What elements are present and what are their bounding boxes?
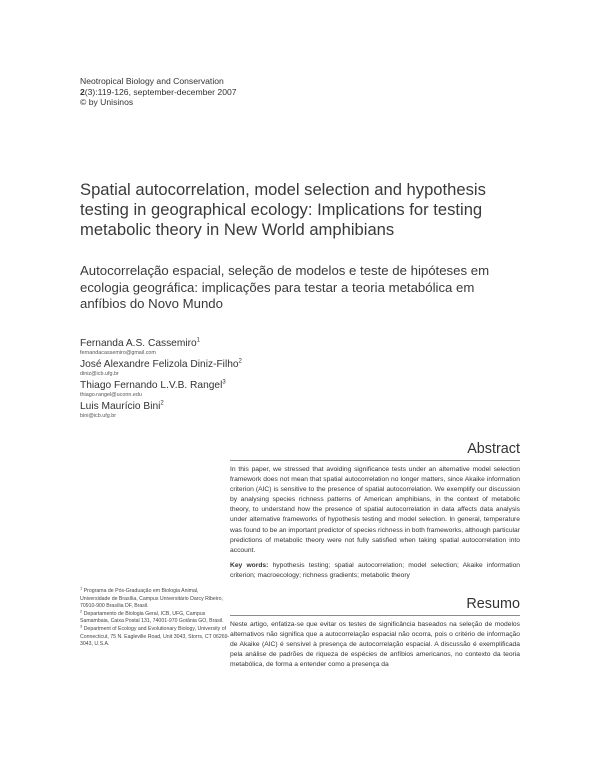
journal-citation: [80, 87, 237, 98]
author-email[interactable]: diniz@icb.ufg.br: [80, 371, 119, 377]
affiliations: [80, 585, 230, 649]
keywords-label: Key words:: [230, 562, 269, 569]
journal-volume: 2: [80, 86, 85, 97]
journal-header: [80, 76, 237, 108]
author-name: Luis Maurício Bini$^2$: [80, 400, 164, 412]
abstract-divider: [230, 460, 520, 461]
affiliation-item: $^1$ Programa de Pós-Graduação em Biologia Animal, Universidade de Brasília, Campus Universitário Darcy Ribeiro, 70910-900 Brasília DF, Brasil.: [80, 585, 223, 610]
author-email[interactable]: thiago.rangel@uconn.edu: [80, 392, 142, 398]
affiliation-item: $^3$ Department of Ecology and Evolutionary Biology, University of Connecticut, 75 N. Eagleville Road, Unit 3043, Storrs, CT 06269-3043, U.S.A.: [80, 623, 230, 648]
author-affiliation-mark: 3: [222, 379, 226, 386]
resumo-divider: [230, 615, 520, 616]
keywords-text: hypothesis testing; spatial autocorrelation; model selection; Akaike information criterion; macroecology; richness gradients; metabolic theory: [230, 562, 521, 580]
journal-name: Neotropical Biology and Conservation: [80, 76, 224, 86]
abstract-heading: Abstract: [467, 441, 520, 457]
paper-title: Spatial autocorrelation, model selection and hypothesis testing in geographical ecology: Implications for testing metabolic theory in New World amphibians: [80, 180, 486, 239]
author-name: José Alexandre Felizola Diniz-Filho$^2$: [80, 358, 242, 370]
author-email[interactable]: bini@icb.ufg.br: [80, 413, 117, 419]
paper-subtitle: Autocorrelação espacial, seleção de modelos e teste de hipóteses em ecologia geográfica: implicações para testar a teoria metabólica em anfíbios do Novo Mundo: [80, 263, 490, 312]
author-list: [80, 338, 380, 422]
author-email[interactable]: fernandacassemiro@gmail.com: [80, 350, 156, 356]
abstract-text: In this paper, we stressed that avoiding significance tests under an alternative model selection framework does not mean that spatial autocorrelation no longer matters, since Akaike information criterion (AIC) is sensitive to the presence of spatial autocorrelation. We exemplify our discussion by analysing species richness patterns of American amphibians, in the context of metabolic theory, to understand how the presence of spatial autocorrelation in data affects data analysis under alternative frameworks of hypothesis testing and model selection. In general, temperature was found to be an important predictor of species richness in both frameworks, although particular predictions of metabolic theory were not fully satisfied when taking spatial autocorrelation into account.: [230, 466, 520, 554]
journal-copyright: © by Unisinos: [80, 97, 134, 108]
author-affiliation-mark: 2: [238, 358, 242, 365]
author-name: Thiago Fernando L.V.B. Rangel$^3$: [80, 379, 226, 391]
keywords: [230, 561, 520, 581]
author-affiliation-mark: 1: [196, 337, 200, 344]
journal-issue-pages: (3):119-126, september-december 2007: [84, 86, 237, 97]
author-name: Fernanda A.S. Cassemiro$^1$: [80, 337, 200, 349]
resumo-heading: Resumo: [466, 596, 520, 612]
resumo-text: Neste artigo, enfatiza-se que evitar os testes de significância baseados na seleção de modelos alternativos não significa que a autocorrelação espacial não ocorra, pois o critério de informação de Akaike (AIC) é sensível à presença de autocorrelação espacial. A discussão é exemplificada pela análise de padrões de riqueza de espécies de anfíbios americanos, no contexto da teoria metabólica, de forma a entender como a presença da: [230, 621, 520, 669]
affiliation-item: $^2$ Departamento de Biologia Geral, ICB, UFG, Campus Samambaia, Caixa Postal 131, 74001-970 Goiânia GO, Brasil.: [80, 608, 224, 625]
author-affiliation-mark: 2: [160, 400, 164, 407]
